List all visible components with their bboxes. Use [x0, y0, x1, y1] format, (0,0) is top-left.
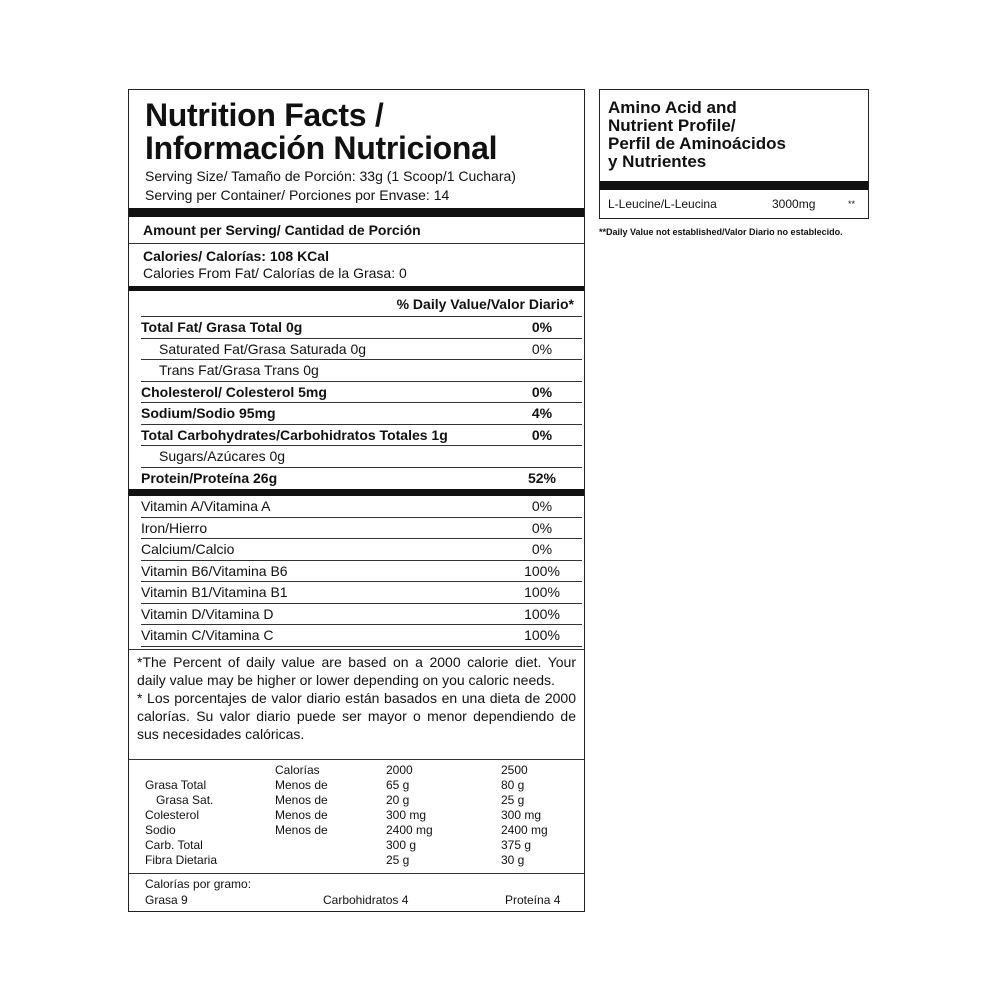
- table-row-label: Sodio: [145, 822, 176, 837]
- nutrient-row: [141, 382, 582, 404]
- note-spanish: * Los porcentajes de valor diario están basados en una dieta de 2000 calorías. Su valor diario puede ser mayor o menor dependiendo de sus necesidades calóricas.: [137, 689, 576, 742]
- nutrient-row: [141, 403, 582, 425]
- per-gram-title: Calorías por gramo:: [145, 876, 252, 891]
- amino-acid-panel: [599, 89, 869, 219]
- vitamin-value: 100%: [524, 605, 560, 622]
- vitamin-label: Vitamin B1/Vitamina B1: [141, 584, 288, 601]
- nutrient-value: 52%: [527, 470, 557, 487]
- nutrient-row: [141, 339, 582, 361]
- serving-size: Serving Size/ Tamaño de Porción: 33g (1 Scoop/1 Cuchara): [145, 168, 516, 184]
- title-line-1: Nutrition Facts /: [145, 97, 384, 133]
- table-row-2500: 375 g: [501, 837, 532, 852]
- table-header-calories: Calorías: [275, 762, 320, 777]
- vitamin-label: Calcium/Calcio: [141, 541, 235, 558]
- nutrient-label: Total Carbohydrates/Carbohidratos Totales 1g: [141, 426, 448, 443]
- table-row-2500: 2400 mg: [501, 822, 548, 837]
- nutrient-row: [141, 317, 582, 339]
- amino-amount: 3000mg: [772, 197, 816, 211]
- amino-title-line: Amino Acid and: [608, 98, 737, 117]
- amino-title-line: Nutrient Profile/: [608, 116, 736, 135]
- nutrient-label: Trans Fat/Grasa Trans 0g: [159, 362, 319, 379]
- amino-footnote: **Daily Value not established/Valor Diario no establecido.: [599, 227, 843, 237]
- vitamin-label: Vitamin C/Vitamina C: [141, 627, 274, 644]
- calories-from-fat: Calories From Fat/ Calorías de la Grasa: 0: [143, 265, 407, 281]
- vitamin-row: [141, 604, 582, 626]
- vitamin-label: Vitamin B6/Vitamina B6: [141, 562, 288, 579]
- vitamin-value: 0%: [531, 541, 553, 558]
- table-row-label: Fibra Dietaria: [145, 852, 218, 867]
- vitamin-value: 100%: [524, 627, 560, 644]
- nutrient-label: Total Fat/ Grasa Total 0g: [141, 319, 303, 336]
- table-row-label: Carb. Total: [145, 837, 203, 852]
- vitamin-value: 100%: [524, 584, 560, 601]
- divider-thick: [129, 208, 584, 217]
- table-header-2500: 2500: [501, 762, 528, 777]
- divider-thick: [600, 181, 868, 190]
- table-row-2500: 25 g: [501, 792, 525, 807]
- nutrient-label: Protein/Proteína 26g: [141, 470, 278, 487]
- table-row-label: Grasa Total: [145, 777, 207, 792]
- amino-row: [600, 190, 868, 218]
- nutrient-row: [141, 360, 582, 382]
- vitamin-row: [141, 518, 582, 540]
- amino-mark: **: [848, 199, 856, 209]
- note-english: *The Percent of daily value are based on a 2000 calorie diet. Your daily value may be higher or lower depending on you caloric needs.: [137, 653, 576, 688]
- daily-value-header-text: % Daily Value/Valor Diario*: [396, 295, 574, 312]
- nutrient-row: [141, 468, 582, 490]
- table-row-2000: 65 g: [386, 777, 410, 792]
- nutrient-row: [141, 425, 582, 447]
- table-row-2500: 80 g: [501, 777, 525, 792]
- amino-title-line: Perfil de Aminoácidos: [608, 134, 786, 153]
- table-row-qualifier: Menos de: [275, 777, 328, 792]
- vitamin-label: Vitamin D/Vitamina D: [141, 605, 274, 622]
- calories-block: [129, 244, 584, 286]
- per-gram-fat: Grasa 9: [145, 892, 188, 907]
- daily-value-header: [141, 291, 582, 317]
- nutrient-label: Sodium/Sodio 95mg: [141, 405, 276, 422]
- table-row-2500: 30 g: [501, 852, 525, 867]
- amount-per-serving: Amount per Serving/ Cantidad de Porción: [129, 217, 584, 244]
- table-row-qualifier: Menos de: [275, 807, 328, 822]
- per-gram-protein: Proteína 4: [505, 892, 561, 907]
- vitamin-label: Vitamin A/Vitamina A: [141, 498, 271, 515]
- nutrient-value: 0%: [531, 340, 553, 357]
- table-row-2000: 300 g: [386, 837, 417, 852]
- nutrient-value: 0%: [531, 319, 553, 336]
- daily-value-note: [129, 650, 584, 759]
- vitamin-row: [141, 496, 582, 518]
- table-row-2000: 20 g: [386, 792, 410, 807]
- nutrient-row: [141, 446, 582, 468]
- vitamin-list: [129, 496, 584, 647]
- table-row-2000: 25 g: [386, 852, 410, 867]
- nutrient-label: Saturated Fat/Grasa Saturada 0g: [159, 340, 367, 357]
- table-row-2000: 2400 mg: [386, 822, 433, 837]
- table-row-qualifier: Menos de: [275, 822, 328, 837]
- title-line-2: Información Nutricional: [145, 130, 498, 166]
- table-row-2500: 300 mg: [501, 807, 542, 822]
- nutrient-label: Sugars/Azúcares 0g: [159, 448, 286, 465]
- nutrition-header: [129, 90, 584, 208]
- table-row-label: Colesterol: [145, 807, 200, 822]
- vitamin-label: Iron/Hierro: [141, 519, 208, 536]
- amino-label: L-Leucine/L-Leucina: [608, 197, 717, 211]
- amino-title: [600, 90, 868, 181]
- nutrient-value: 4%: [531, 405, 553, 422]
- table-row-qualifier: Menos de: [275, 792, 328, 807]
- amino-title-line: y Nutrientes: [608, 152, 707, 171]
- vitamin-value: 0%: [531, 498, 553, 515]
- calories: Calories/ Calorías: 108 KCal: [143, 248, 329, 264]
- vitamin-row: [141, 625, 582, 647]
- nutrient-value: 0%: [531, 383, 553, 400]
- reference-table: [129, 760, 584, 873]
- table-row-label: Grasa Sat.: [156, 792, 214, 807]
- nutrient-label: Cholesterol/ Colesterol 5mg: [141, 383, 327, 400]
- nutrition-facts-panel: [128, 89, 585, 912]
- calories-per-gram: [129, 874, 584, 910]
- vitamin-row: [141, 582, 582, 604]
- table-row-2000: 300 mg: [386, 807, 427, 822]
- divider-thick: [129, 489, 584, 496]
- vitamin-value: 100%: [524, 562, 560, 579]
- table-header-2000: 2000: [386, 762, 413, 777]
- vitamin-row: [141, 561, 582, 583]
- vitamin-value: 0%: [531, 519, 553, 536]
- per-gram-carbs: Carbohidratos 4: [323, 892, 409, 907]
- nutrient-value: 0%: [531, 426, 553, 443]
- servings-per-container: Serving per Container/ Porciones por Envase: 14: [145, 187, 450, 203]
- vitamin-row: [141, 539, 582, 561]
- nutrient-list: [129, 317, 584, 489]
